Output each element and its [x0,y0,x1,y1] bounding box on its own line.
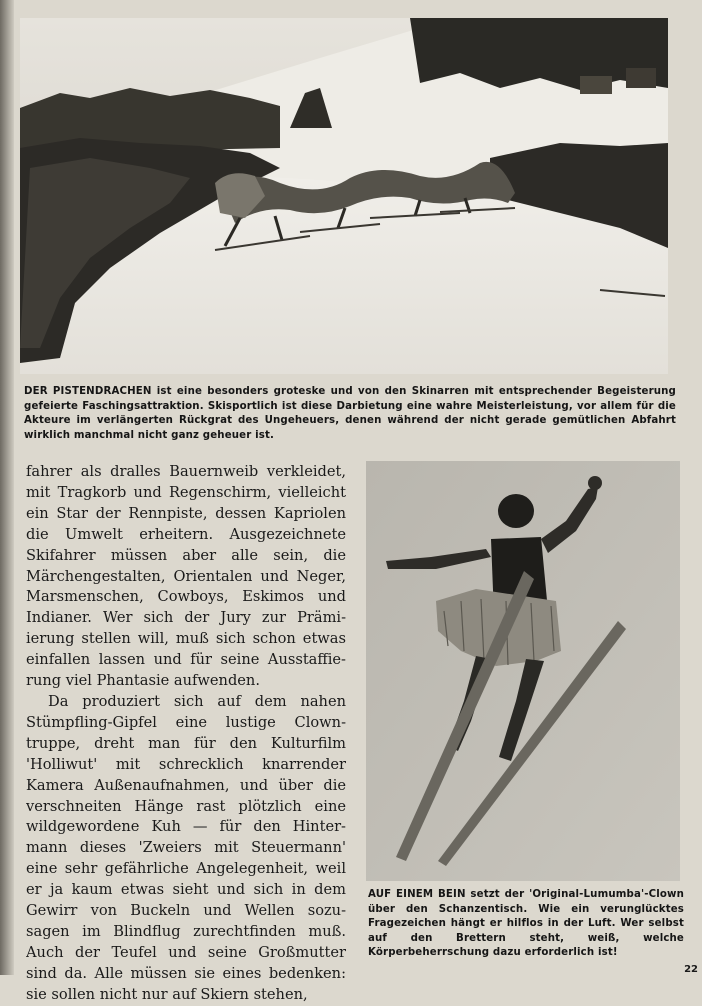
text-line: Auch der Teufel und seine Großmutter [26,943,346,961]
text-line: 'Holliwut' mit schrecklich knarrender [26,755,346,773]
text-line: mann dieses 'Zweiers mit Steuermann' [26,839,346,857]
text-line: sind da. Alle müssen sie eines bedenken: [26,964,346,982]
ski-jumper-photo [366,461,680,881]
text-line: truppe, dreht man für den Kulturfilm [26,734,346,752]
text-line: fahrer als dralles Bauernweib verkleidet, [26,463,346,480]
text-line: verschneiten Hänge rast plötzlich eine [26,797,346,815]
text-line: er ja kaum etwas sieht und sich in dem [26,881,346,899]
text-line: Kamera Außenaufnahmen, und über die [26,776,346,794]
article-column [26,462,346,1006]
text-line: Märchengestalten, Orientalen und Neger, [26,567,346,585]
text-line: sagen im Blindflug zurechtfinden muß. [26,922,346,940]
caption-text: ist eine besonders groteske und von den Skinarren mit entsprechender Begeisterung gefeierte Faschingsattraktion. Skisportlich ist diese Darbietung eine wahre Meisterleistung, vor allem für die Akteure im verlängerten Rückgrat des Ungeheuers, denen während der nicht gerade gemütlichen Abfahrt wirklich manchmal nicht ganz geheuer ist. [24,386,676,441]
text-line: sie sollen nicht nur auf Skiern stehen, [26,985,308,1003]
text-line: Stümpfling-Gipfel eine lustige Clown- [26,713,346,731]
caption-lead: AUF EINEM BEIN [368,889,466,900]
text-line: ierung stellen will, muß sich schon etwas [26,630,346,648]
text-line: Gewirr von Buckeln und Wellen sozu- [26,902,346,920]
caption-text: setzt der 'Original-Lumumba'-Clown über den Schanzentisch. Wie ein verunglücktes Fragezeichen hängt er hilflos in der Luft. Wer selbst auf den Brettern steht, weiß, welche Körperbeherrschung dazu erforderlich ist! [368,889,684,958]
text-line: Marsmenschen, Cowboys, Eskimos und [26,588,346,606]
dragon-photo-caption [24,385,676,443]
page-gutter-shadow [0,0,14,975]
text-line: ein Star der Rennpiste, dessen Kapriolen [26,504,346,522]
text-line: einfallen lassen und für seine Ausstaffie- [26,651,346,669]
text-line: rung viel Phantasie aufwenden. [26,672,260,690]
text-line: wildgewordene Kuh — für den Hinter- [26,818,346,836]
text-line: eine sehr gefährliche Angelegenheit, weil [26,860,346,878]
ski-jumper-caption [368,888,684,961]
text-line: die Umwelt erheitern. Ausgezeichnete [26,525,346,543]
page-number: 22 [684,964,698,975]
text-line: Da produziert sich auf dem nahen [48,692,346,710]
text-line: Indianer. Wer sich der Jury zur Prämi- [26,609,346,627]
caption-lead: DER PISTENDRACHEN [24,386,152,397]
text-line: Skifahrer müssen aber alle sein, die [26,546,346,564]
text-line: mit Tragkorb und Regenschirm, vielleicht [26,483,346,501]
dragon-photo [20,18,668,374]
